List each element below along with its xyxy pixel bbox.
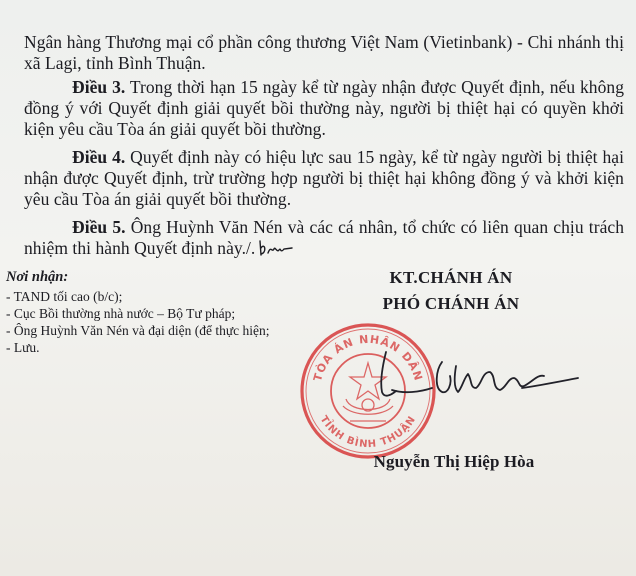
dieu-5-label: Điều 5. xyxy=(72,217,126,237)
recipients-heading: Nơi nhận: xyxy=(6,269,69,285)
recipient-item: - TAND tối cao (b/c); xyxy=(6,289,123,304)
signature-title-line-1: KT.CHÁNH ÁN xyxy=(389,268,513,287)
signer-name: Nguyễn Thị Hiệp Hòa xyxy=(373,452,535,471)
dieu-4-paragraph xyxy=(24,147,624,210)
dieu-3-text: Trong thời hạn 15 ngày kể từ ngày nhận được Quyết định, nếu không đồng ý với Quyết định giải quyết bồi thường này, người bị thiệt hại có quyền khởi kiện yêu cầu Tòa án giải quyết bồi thường. xyxy=(24,77,624,139)
handwritten-signature xyxy=(372,348,582,413)
seal-bottom-text: TỈNH BÌNH THUẬN xyxy=(317,414,419,451)
intro-text: Ngân hàng Thương mại cổ phần công thương Việt Nam (Vietinbank) - Chi nhánh thị xã Lagi, tỉnh Bình Thuận. xyxy=(24,32,624,73)
dieu-4-text: Quyết định này có hiệu lực sau 15 ngày, kể từ ngày người bị thiệt hại nhận được Quyết định, trừ trường hợp người bị thiệt hại không đồng ý và khởi kiện yêu cầu Tòa án giải quyết bồi thường. xyxy=(24,147,624,209)
dieu-3-label: Điều 3. xyxy=(72,77,126,97)
seal-top-text: TÒA ÁN NHÂN DÂN xyxy=(311,332,425,383)
svg-text:TỈNH BÌNH THUẬN xyxy=(318,414,419,450)
dieu-5-text: Ông Huỳnh Văn Nén và các cá nhân, tổ chức có liên quan chịu trách nhiệm thi hành Quyết định này./. xyxy=(24,217,625,258)
intro-paragraph xyxy=(24,32,624,74)
dieu-5-paragraph xyxy=(24,217,624,259)
signature-title-line-2: PHÓ CHÁNH ÁN xyxy=(382,294,520,313)
initials-mark xyxy=(258,239,294,257)
recipient-item: - Lưu. xyxy=(6,340,40,355)
recipients-block xyxy=(6,269,291,356)
recipient-item: - Ông Huỳnh Văn Nén và đại diện (để thực hiện; xyxy=(6,323,270,338)
dieu-3-paragraph xyxy=(24,77,624,140)
dieu-4-label: Điều 4. xyxy=(72,147,126,167)
recipient-item: - Cục Bồi thường nhà nước – Bộ Tư pháp; xyxy=(6,306,236,321)
